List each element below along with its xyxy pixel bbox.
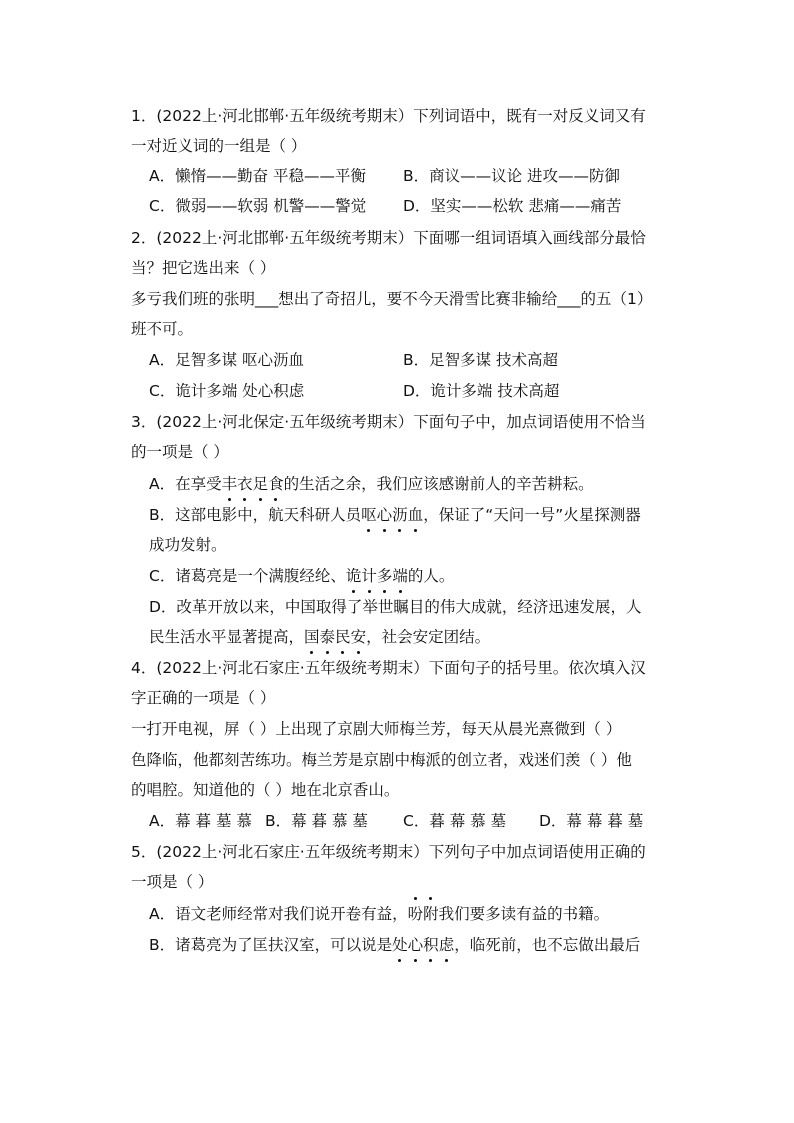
- emphasis-char: 心: [376, 506, 393, 524]
- q3-option-b: [149, 505, 641, 525]
- q3-option-a-dotted: [222, 475, 284, 493]
- q5-option-b-dotted: [392, 936, 454, 954]
- q3-stem-line1: 3．(2022上·河北保定·五年级统考期末）下面句子中，加点词语使用不恰当: [131, 413, 646, 431]
- q3-stem-line2: 的一项是（ ）: [131, 443, 229, 461]
- emphasis-char: 虑: [438, 936, 455, 954]
- q4-stem-line2: 字正确的一项是（ ）: [131, 689, 276, 707]
- emphasis-char: 计: [361, 567, 377, 585]
- q2-option-b: B．足智多谋 技术高超: [403, 351, 559, 369]
- emphasis-char: 吩: [407, 905, 424, 923]
- emphasis-char: 安: [350, 628, 367, 646]
- q2-stem-line2: 当？把它选出来（ ）: [131, 259, 276, 277]
- q3-option-c-dotted: [346, 567, 408, 585]
- q3-option-c-post: 的人。: [407, 567, 455, 585]
- q4-body-line1: 一打开电视，屏（ ）上出现了京剧大师梅兰芳，每天从晨光熹微到（ ）: [131, 720, 622, 738]
- q1-option-c: C．微弱——软弱 机警——警觉: [149, 197, 367, 215]
- q1-option-a: A．懒惰——勤奋 平稳——平衡: [149, 167, 367, 185]
- emphasis-char: 心: [407, 936, 424, 954]
- q5-option-a: [149, 904, 609, 924]
- q3-option-a: [149, 474, 594, 494]
- emphasis-char: 血: [407, 506, 424, 524]
- q3-option-c: [149, 566, 454, 586]
- emphasis-char: 足: [252, 475, 269, 493]
- q1-stem-line2: 一对近义词的一组是（ ）: [131, 137, 307, 155]
- q3-option-b-line2: 成功发射。: [149, 536, 227, 554]
- emphasis-char: 民: [335, 628, 351, 646]
- q4-option-b: B．幕 暮 慕 墓: [265, 812, 368, 830]
- q5-stem-line2: 一项是（ ）: [131, 873, 214, 891]
- q5-option-b-pre: B．诸葛亮为了匡扶汉室，可以说是: [149, 936, 393, 954]
- q3-option-a-pre: A．在享受: [149, 475, 222, 493]
- q5-option-a-pre: A．语文老师经常对我们说开卷有益，: [149, 905, 408, 923]
- q3-option-d-line1: D．改革开放以来，中国取得了举世瞩目的伟大成就，经济迅速发展，人: [149, 598, 642, 616]
- q3-option-d-post: ，社会安定团结。: [366, 628, 491, 646]
- emphasis-char: 丰: [221, 475, 238, 493]
- emphasis-char: 国: [304, 628, 320, 646]
- emphasis-char: 衣: [237, 475, 253, 493]
- q5-option-b-post: ，临死前，也不忘做出最后: [454, 936, 641, 954]
- q4-body-line3: 的唱腔。知道他的（ ）地在北京香山。: [131, 781, 400, 799]
- q3-option-c-pre: C．诸葛亮是一个满腹经纶、: [149, 567, 346, 585]
- q2-option-a: A．足智多谋 呕心沥血: [149, 351, 305, 369]
- emphasis-char: 附: [423, 905, 439, 923]
- q5-stem-line1: 5．(2022上·河北石家庄·五年级统考期末）下列句子中加点词语使用正确的: [131, 843, 646, 861]
- q4-option-a: A．幕 暮 墓 慕: [149, 812, 252, 830]
- q2-body-line2: 班不可。: [131, 320, 194, 338]
- q2-body-line1: 多亏我们班的张明___想出了奇招儿，要不今天滑雪比赛非输给___的五（1）: [131, 290, 653, 308]
- q2-option-d: D．诡计多端 技术高超: [403, 382, 560, 400]
- q1-option-d: D．坚实——松软 悲痛——痛苦: [403, 197, 622, 215]
- q3-option-b-post: ，保证了“天问一号”火星探测器: [423, 506, 641, 524]
- q3-option-d-line2: [149, 627, 490, 647]
- q4-option-d: D．幕 幕 暮 墓: [539, 812, 644, 830]
- q2-option-c: C．诡计多端 处心积虑: [149, 382, 305, 400]
- q2-stem-line1: 2．(2022上·河北邯郸·五年级统考期末）下面哪一组词语填入画线部分最恰: [131, 229, 646, 247]
- q5-option-a-dotted: [408, 905, 439, 923]
- emphasis-char: 呕: [361, 506, 377, 524]
- q4-stem-line1: 4．(2022上·河北石家庄·五年级统考期末）下面句子的括号里。依次填入汉: [131, 659, 646, 677]
- emphasis-char: 诡: [345, 567, 362, 585]
- emphasis-char: 多: [376, 567, 393, 585]
- q3-option-b-dotted: [361, 506, 423, 524]
- emphasis-char: 端: [392, 567, 408, 585]
- q1-stem-line1: 1．(2022上·河北邯郸·五年级统考期末）下列词语中，既有一对反义词又有: [131, 107, 646, 125]
- q4-body-line2: 色降临，他都刻苦练功。梅兰芳是京剧中梅派的创立者，戏迷们羡（ ）他: [131, 751, 632, 769]
- emphasis-char: 沥: [392, 506, 408, 524]
- emphasis-char: 处: [392, 936, 408, 954]
- q3-option-d-dotted: [304, 628, 366, 646]
- q5-option-a-post: 我们要多读有益的书籍。: [438, 905, 610, 923]
- q3-option-d-pre: 民生活水平显著提高，: [149, 628, 305, 646]
- emphasis-char: 食: [268, 475, 284, 493]
- q4-option-c: C．暮 幕 慕 墓: [403, 812, 507, 830]
- emphasis-char: 泰: [319, 628, 336, 646]
- q5-option-b: [149, 935, 640, 955]
- q3-option-a-post: 的生活之余，我们应该感谢前人的辛苦耕耘。: [283, 475, 594, 493]
- emphasis-char: 积: [423, 936, 439, 954]
- q3-option-b-pre: B．这部电影中，航天科研人员: [149, 506, 362, 524]
- q1-option-b: B．商议——议论 进攻——防御: [403, 167, 621, 185]
